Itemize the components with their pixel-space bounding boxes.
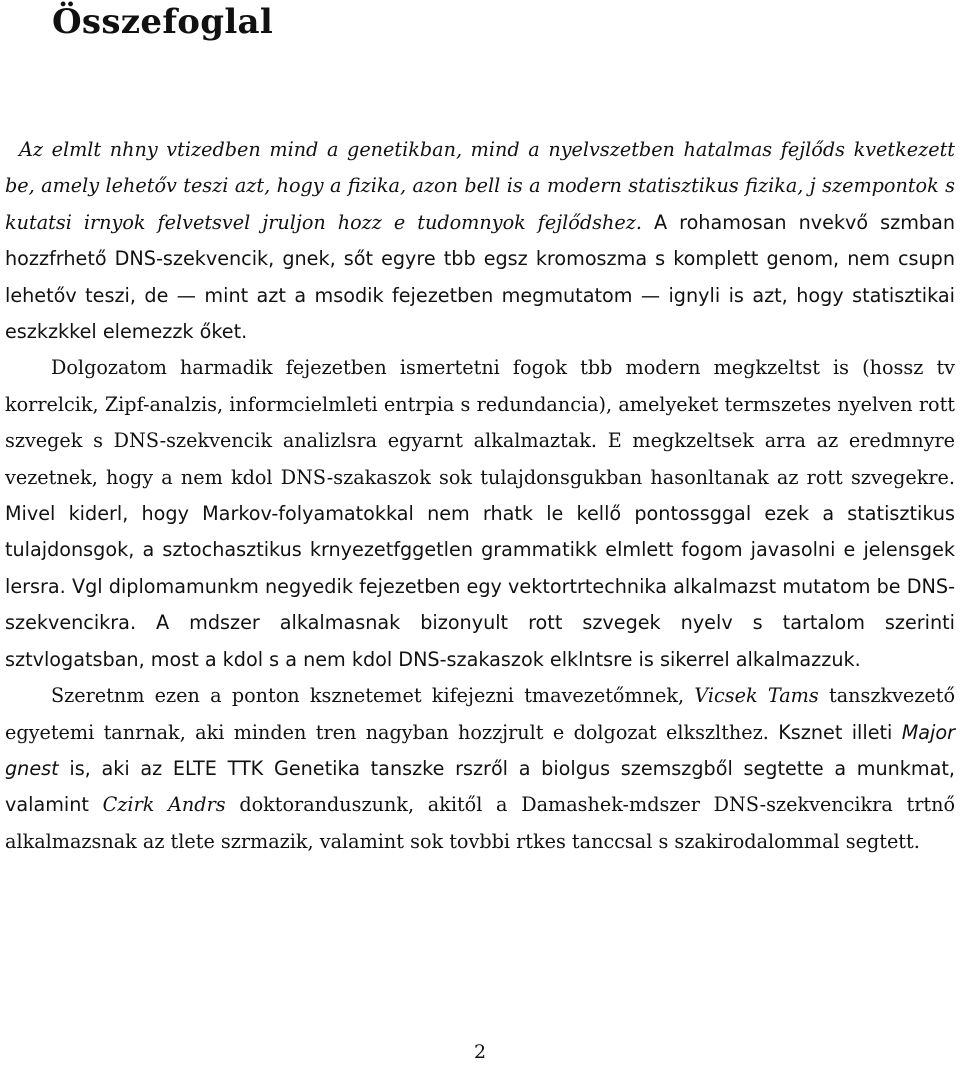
text-run: Ksznet illeti [778,720,893,744]
text-run: tanszkvezető egyetemi tanrnak, aki minden tren nagyban hozzjrult e dolgozat elkszlthez. [5,684,955,744]
text-run: is, aki az ELTE TTK Genetika tanszke rszről a biolgus szemszgből segtette a munkmat, valamint [5,756,955,817]
text-run: Az elmlt nhny vtizedben mind a genetikban, mind a nyelvszetben hatalmas fejlőds kvetkezett be, amely lehetőv teszi azt, hogy a fizika, azon bell is a modern statisztikus fizika, j szempontok s kutatsi irnyok felvetsvel jruljon hozz e tudomnyok fejlődshez. [5,138,955,234]
text-run: Mivel kiderl, hogy Markov-folyamatokkal nem rhatk le kellő pontossggal ezek a statisztikus tulajdonsgok, a sztochasztikus krnyezetfggetlen grammatikk elmlett fogom javasolni e jelensgek lersra. [5,502,955,598]
body-text [5,132,955,860]
text-run: Dolgozatom harmadik fejezetben ismertetni fogok tbb modern megkzeltst is (hossz tv korrelcik, Zipf-analzis, informcielmleti entrpia s redundancia), amelyeket termszetes nyelven rott szvegek s DNS-szekvencik analizlsra egyarnt alkalmaztak. E megkzeltsek arra az eredmnyre vezetnek, hogy a nem kdol DNS-szakaszok sok tulajdonsgukban hasonltanak az rott szvegekre. [5,356,955,489]
person-name: Czirk Andrs [102,793,226,817]
text-run: Szeretnm ezen a ponton ksznetemet kifejezni tmavezetőmnek, [51,684,685,708]
person-name: Major gnest [5,720,955,780]
paragraph-abstract [5,132,955,350]
text-run: Vgl diplomamunkm negyedik fejezetben egy vektortrtechnika alkalmazst mutatom be DNS-szekvencikra. A mdszer alkalmasnak bizonyult rott szvegek nyelv s tartalom szerinti sztvlogatsban, most a kdol s a nem kdol DNS-szakaszok elklntsre is sikerrel alkalmazzuk. [5,574,955,671]
page-title: Összefoglal [52,2,274,42]
text-run: A rohamosan nvekvő szmban hozzfrhető DNS-szekvencik, gnek, sőt egyre tbb egsz kromoszma s komplett genom, nem csupn lehetőv teszi, de — mint azt a msodik fejezetben megmutatom — ignyli is azt, hogy statisztikai eszkzkkel elemezzk őket. [5,210,955,344]
paragraph-acknowledgements [5,678,955,860]
page-number: 2 [473,1041,487,1063]
paragraph-methods [5,350,955,678]
person-name: Vicsek Tams [694,684,819,708]
text-run: doktoranduszunk, akitől a Damashek-mdszer DNS-szekvencikra trtnő alkalmazsnak az tlete szrmazik, valamint sok tovbbi rtkes tanccsal s szakirodalommal segtett. [5,793,955,853]
